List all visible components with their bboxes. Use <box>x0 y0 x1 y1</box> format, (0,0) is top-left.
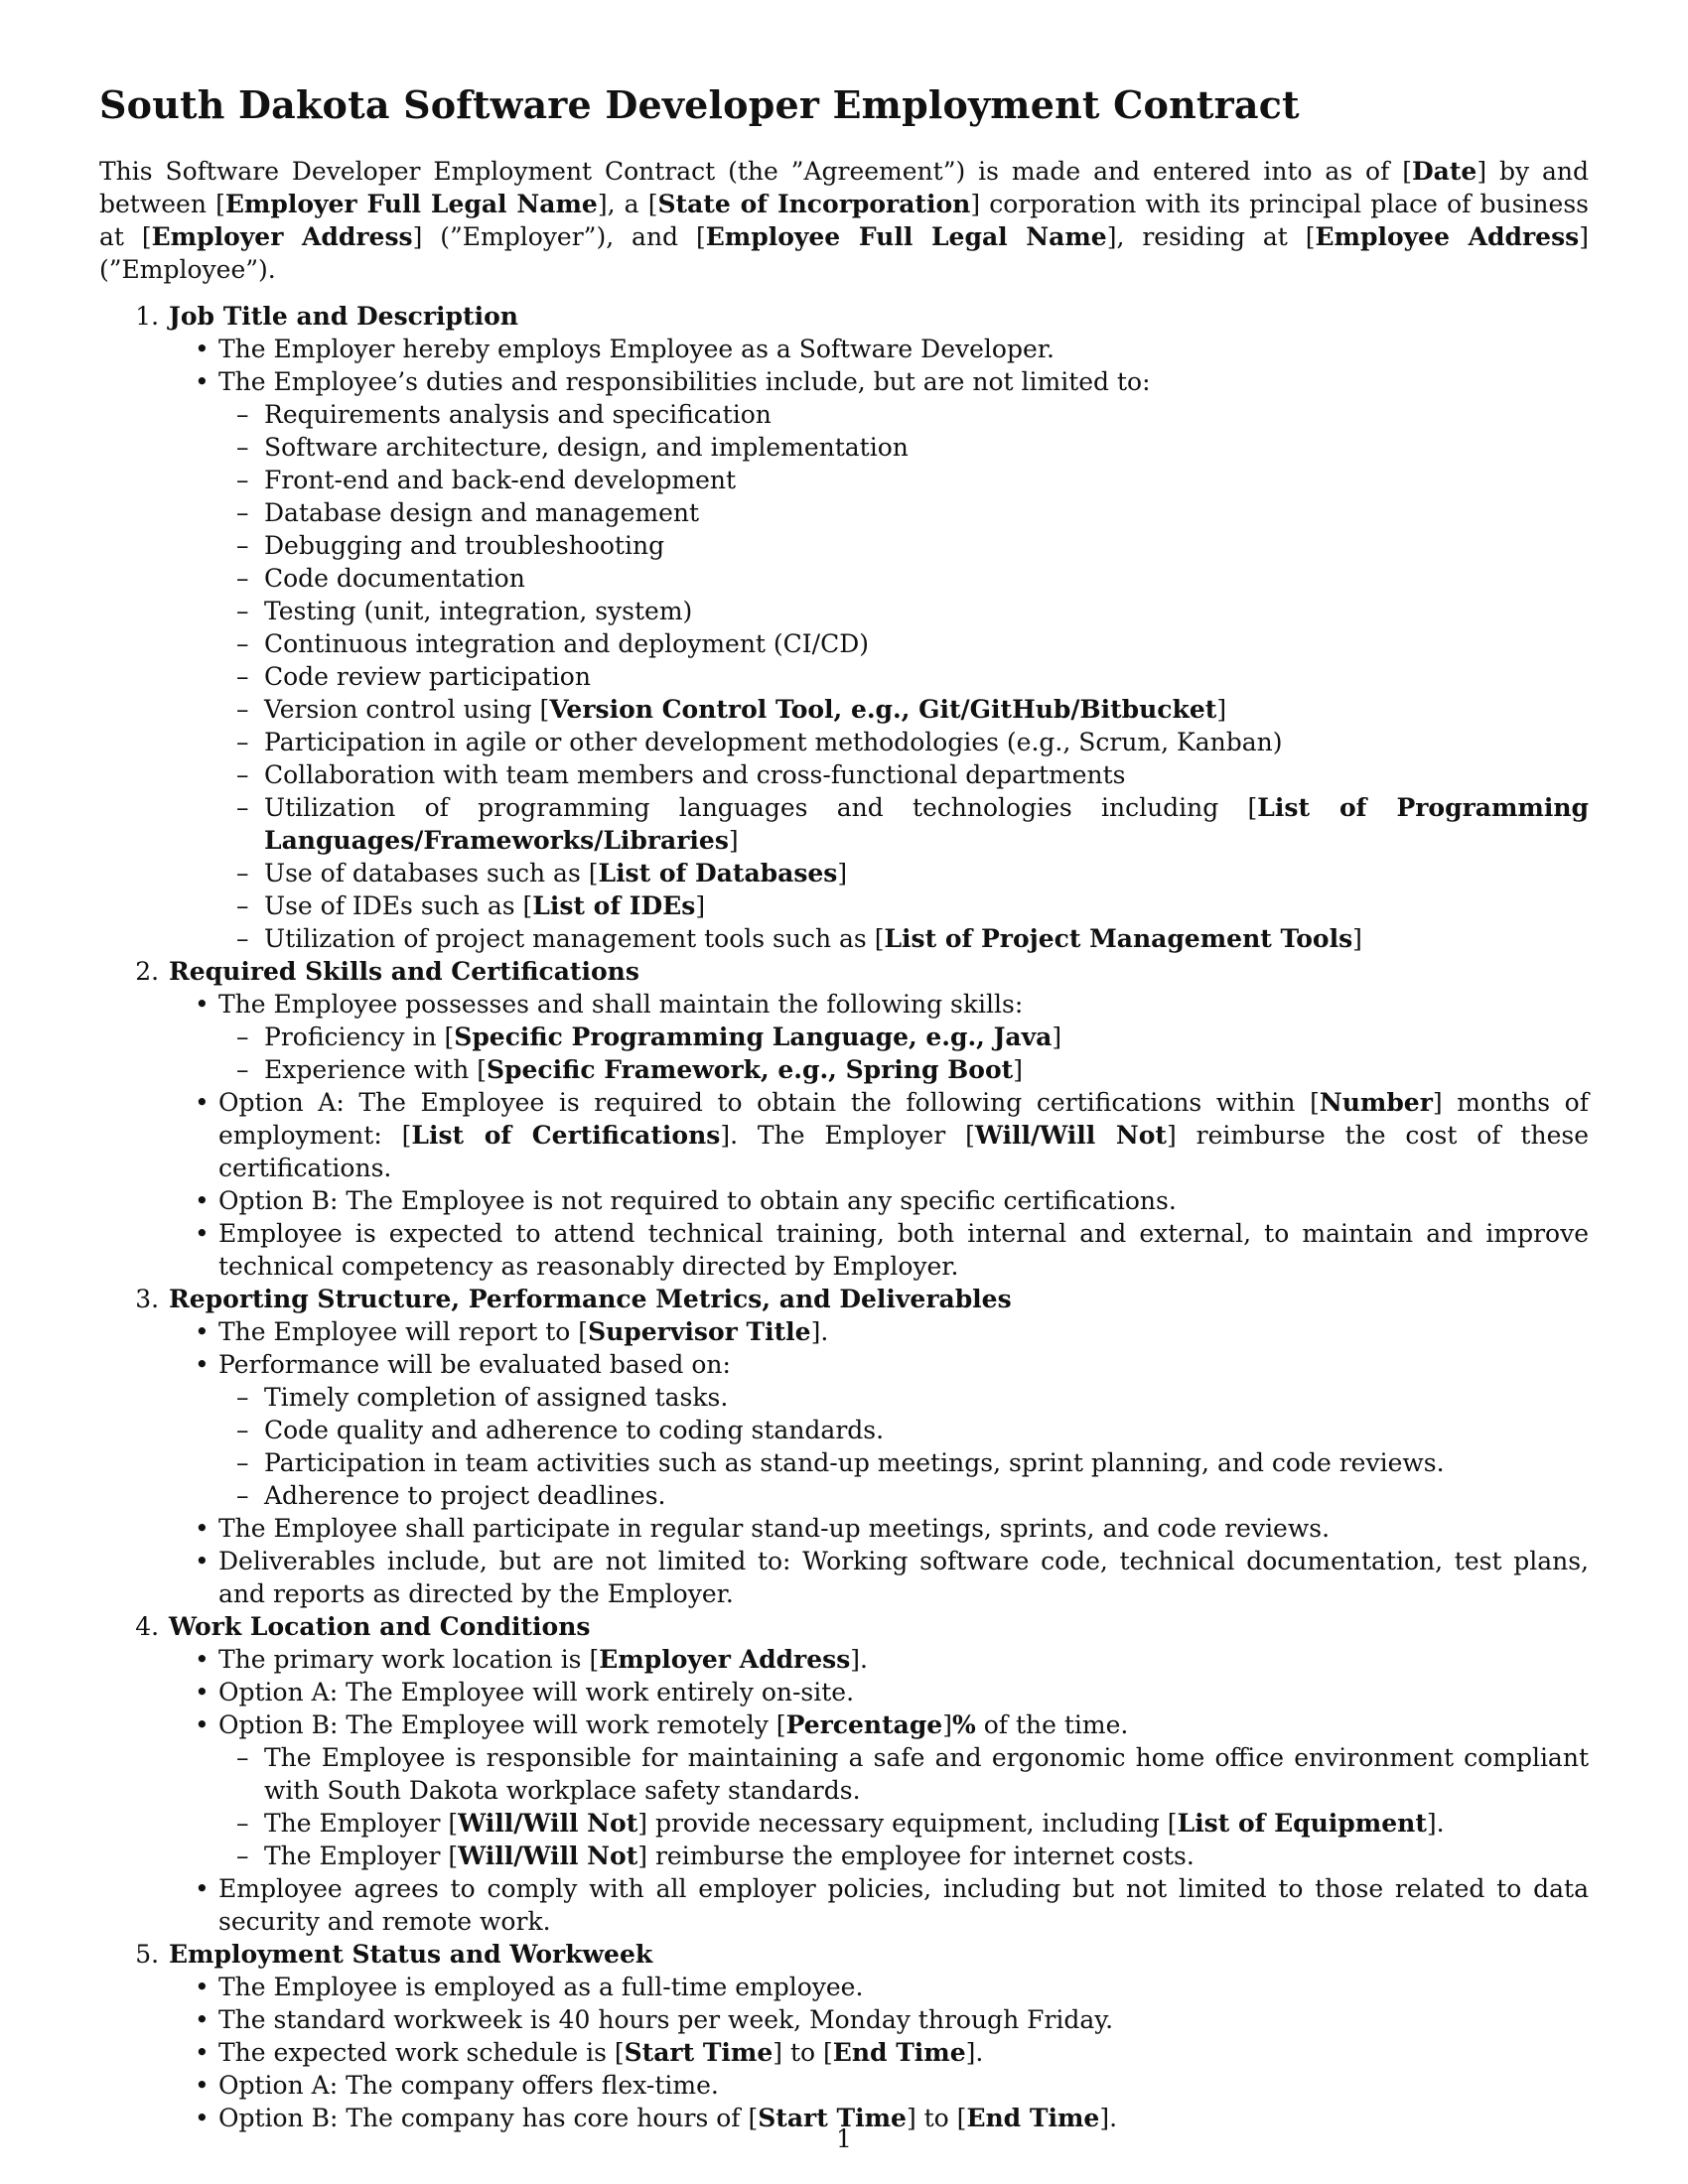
list-item-text: ] provide necessary equipment, including [ <box>637 1809 1178 1838</box>
placeholder-languages: List of Programming Languages/Frameworks/Libraries <box>264 793 1589 855</box>
list-item-text: ] to [ <box>906 2104 967 2132</box>
list-item-text: The Employee’s duties and responsibilities include, but are not limited to: <box>218 367 1151 396</box>
placeholder-employer-address: Employer Address <box>599 1645 851 1674</box>
section-title: Employment Status and Workweek <box>169 1940 653 1969</box>
list-item: – Participation in team activities such as stand-up meetings, sprint planning, and code reviews. <box>236 1446 1589 1479</box>
placeholder-ides: List of IDEs <box>532 891 696 920</box>
list-item: • Deliverables include, but are not limited to: Working software code, technical documentation, test plans, and reports as directed by the Employer. <box>191 1545 1589 1610</box>
list-item: – Database design and management <box>236 496 1589 529</box>
percent-sign: % <box>951 1710 976 1739</box>
intro-text: This Software Developer Employment Contract (the ”Agreement”) is made and entered into as of [ <box>99 157 1412 186</box>
list-item: – Code quality and adherence to coding standards. <box>236 1414 1589 1446</box>
intro-text: ] by and between [ <box>99 157 1589 218</box>
list-item: – Proficiency in [Specific Programming Language, e.g., Java] <box>236 1021 1589 1053</box>
list-item-text: ] to [ <box>773 2038 833 2067</box>
list-item-text: The Employer [ <box>264 1842 459 1870</box>
placeholder-will-will-not: Will/Will Not <box>974 1121 1167 1150</box>
list-item: • Option B: The company has core hours of [Start Time] to [End Time]. <box>191 2102 1589 2134</box>
list-item-text: The Employer [ <box>264 1809 459 1838</box>
placeholder-number: Number <box>1319 1088 1433 1117</box>
section-title: Reporting Structure, Performance Metrics, and Deliverables <box>169 1285 1012 1313</box>
list-item: • Option A: The Employee will work entirely on-site. <box>191 1676 1589 1708</box>
bullet-list <box>169 1315 1589 1610</box>
remote-list <box>218 1741 1589 1872</box>
list-item: – Adherence to project deadlines. <box>236 1479 1589 1512</box>
placeholder-end-time: End Time <box>966 2104 1100 2132</box>
list-item: – Utilization of programming languages and technologies including [List of Programming Languages/Frameworks/Libraries] <box>236 791 1589 857</box>
bullet-list <box>169 1971 1589 2134</box>
list-item: • Option B: The Employee will work remotely [Percentage]% of the time. – The Employee is responsible for maintaining a safe and ergonomic home office environment compliant with South Dakota workplace safety standards. – The Employer [Will/Will Not] provide necessary equipment, including [List of Equipment]. – The Employer [Will/Will Not] reimburse the employee for internet costs. <box>191 1708 1589 1872</box>
list-item-text: Version control using [ <box>264 695 550 724</box>
list-item-text: Utilization of project management tools such as [ <box>264 924 885 953</box>
list-item <box>236 1840 1589 1872</box>
placeholder-start-time: Start Time <box>758 2104 907 2132</box>
section-title: Job Title and Description <box>169 302 518 331</box>
placeholder-pm-tools: List of Project Management Tools <box>884 924 1353 953</box>
placeholder-databases: List of Databases <box>598 859 838 887</box>
placeholder-version-control: Version Control Tool, e.g., Git/GitHub/Bitbucket <box>549 695 1217 724</box>
list-item: – Version control using [Version Control Tool, e.g., Git/GitHub/Bitbucket] <box>236 693 1589 726</box>
skills-list <box>218 1021 1589 1086</box>
placeholder-equipment: List of Equipment <box>1177 1809 1427 1838</box>
list-item: • The Employee will report to [Supervisor Title]. <box>191 1315 1589 1348</box>
placeholder-date: Date <box>1412 157 1477 186</box>
section-skills <box>167 955 1589 1283</box>
list-item-text: Option A: The Employee is required to obtain the following certifications within [ <box>218 1088 1320 1117</box>
list-item <box>191 365 1589 955</box>
bullet-list <box>169 1643 1589 1938</box>
list-item-text: Utilization of programming languages and technologies including [ <box>264 793 1258 822</box>
list-item: – Use of databases such as [List of Databases] <box>236 857 1589 889</box>
list-item-text: Experience with [ <box>264 1055 487 1084</box>
list-item: – Front-end and back-end development <box>236 464 1589 496</box>
list-item: – Timely completion of assigned tasks. <box>236 1381 1589 1414</box>
placeholder-start-time: Start Time <box>624 2038 774 2067</box>
intro-text: ], a [ <box>597 190 658 218</box>
list-item: • Employee agrees to comply with all employer policies, including but not limited to those related to data security and remote work. <box>191 1872 1589 1938</box>
placeholder-certifications: List of Certifications <box>411 1121 721 1150</box>
list-item: – Utilization of project management tools such as [List of Project Management Tools] <box>236 922 1589 955</box>
list-item-text: ] reimburse the cost of these certifications. <box>218 1121 1589 1182</box>
list-item-text: of the time. <box>975 1710 1129 1739</box>
list-item-text: Use of databases such as [ <box>264 859 599 887</box>
placeholder-employee-name: Employee Full Legal Name <box>705 222 1107 251</box>
list-item-text: The primary work location is [ <box>218 1645 600 1674</box>
intro-text: ] (”Employee”). <box>99 222 1589 284</box>
placeholder-will-will-not: Will/Will Not <box>458 1842 638 1870</box>
list-item-text: Option B: The Employee will work remotely [ <box>218 1710 786 1739</box>
list-item: – Testing (unit, integration, system) <box>236 595 1589 627</box>
list-item: • The Employer hereby employs Employee as a Software Developer. <box>191 333 1589 365</box>
list-item-text: ]. The Employer [ <box>720 1121 975 1150</box>
list-item <box>191 1348 1589 1512</box>
placeholder-end-time: End Time <box>832 2038 966 2067</box>
section-title: Work Location and Conditions <box>169 1612 591 1641</box>
list-item: – Continuous integration and deployment (CI/CD) <box>236 627 1589 660</box>
placeholder-state: State of Incorporation <box>657 190 971 218</box>
intro-text: ], residing at [ <box>1106 222 1316 251</box>
list-item: – Collaboration with team members and cross-functional departments <box>236 758 1589 791</box>
list-item-text: ] months of employment: [ <box>218 1088 1589 1150</box>
list-item-text: The Employee possesses and shall maintain the following skills: <box>218 990 1024 1019</box>
placeholder-will-will-not: Will/Will Not <box>458 1809 638 1838</box>
bullet-list <box>169 988 1589 1283</box>
placeholder-employee-address: Employee Address <box>1315 222 1580 251</box>
list-item: – Participation in agile or other development methodologies (e.g., Scrum, Kanban) <box>236 726 1589 758</box>
placeholder-framework: Specific Framework, e.g., Spring Boot <box>486 1055 1014 1084</box>
list-item-text: Performance will be evaluated based on: <box>218 1350 731 1379</box>
list-item: – The Employee is responsible for maintaining a safe and ergonomic home office environment compliant with South Dakota workplace safety standards. <box>236 1741 1589 1807</box>
list-item: – Code review participation <box>236 660 1589 693</box>
metrics-list <box>218 1381 1589 1512</box>
list-item: – Debugging and troubleshooting <box>236 529 1589 562</box>
list-item <box>191 1086 1589 1184</box>
intro-text: ] (”Employer”), and [ <box>412 222 706 251</box>
list-item: • Option B: The Employee is not required to obtain any specific certifications. <box>191 1184 1589 1217</box>
placeholder-employer-name: Employer Full Legal Name <box>224 190 598 218</box>
list-item-text: ] reimburse the employee for internet costs. <box>637 1842 1195 1870</box>
list-item: – Use of IDEs such as [List of IDEs] <box>236 889 1589 922</box>
intro-paragraph <box>99 155 1589 286</box>
document-title: South Dakota Software Developer Employment Contract <box>99 82 1300 127</box>
section-job-title <box>167 300 1589 955</box>
page-number: 1 <box>836 2124 852 2153</box>
section-reporting <box>167 1283 1589 1610</box>
section-work-location <box>167 1610 1589 1938</box>
list-item <box>191 988 1589 1086</box>
sections-list <box>99 300 1589 2134</box>
list-item: • The standard workweek is 40 hours per week, Monday through Friday. <box>191 2003 1589 2036</box>
list-item-text: Option B: The company has core hours of [ <box>218 2104 759 2132</box>
section-employment-status <box>167 1938 1589 2134</box>
list-item: – Experience with [Specific Framework, e.g., Spring Boot] <box>236 1053 1589 1086</box>
placeholder-supervisor: Supervisor Title <box>588 1317 811 1346</box>
list-item: • The expected work schedule is [Start Time] to [End Time]. <box>191 2036 1589 2069</box>
bullet-list <box>169 333 1589 955</box>
document-page <box>99 81 1589 2134</box>
list-item-text: Proficiency in [ <box>264 1023 455 1051</box>
list-item: • The Employee is employed as a full-time employee. <box>191 1971 1589 2003</box>
list-item-text: The expected work schedule is [ <box>218 2038 625 2067</box>
list-item: – Code documentation <box>236 562 1589 595</box>
list-item-text: The Employee will report to [ <box>218 1317 589 1346</box>
intro-text: ] corporation with its principal place of business at [ <box>99 190 1589 251</box>
list-item: • Employee is expected to attend technical training, both internal and external, to maintain and improve technical competency as reasonably directed by Employer. <box>191 1217 1589 1283</box>
list-item: • The primary work location is [Employer Address]. <box>191 1643 1589 1676</box>
list-item: – Requirements analysis and specification <box>236 398 1589 431</box>
placeholder-language: Specific Programming Language, e.g., Java <box>454 1023 1053 1051</box>
list-item: • The Employee shall participate in regular stand-up meetings, sprints, and code reviews. <box>191 1512 1589 1545</box>
list-item-text: Use of IDEs such as [ <box>264 891 533 920</box>
duties-list <box>218 398 1589 955</box>
placeholder-percentage: Percentage <box>785 1710 943 1739</box>
list-item: • Option A: The company offers flex-time. <box>191 2069 1589 2102</box>
section-title: Required Skills and Certifications <box>169 957 639 986</box>
placeholder-employer-address: Employer Address <box>151 222 413 251</box>
list-item: – The Employer [Will/Will Not] provide necessary equipment, including [List of Equipment]. <box>236 1807 1589 1840</box>
list-item: – Software architecture, design, and implementation <box>236 431 1589 464</box>
